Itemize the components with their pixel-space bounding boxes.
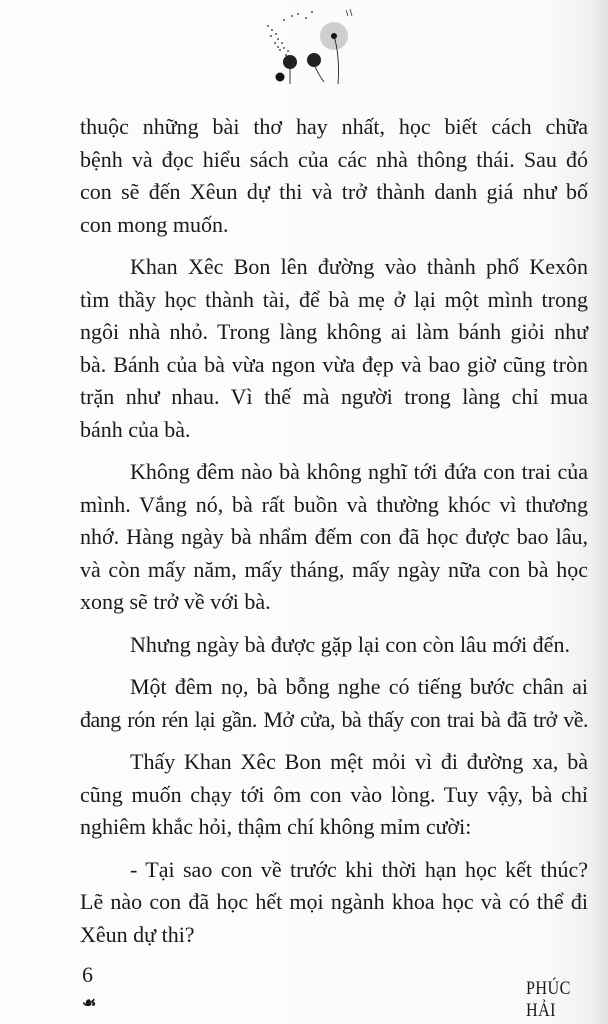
text-line: nhớ. Hàng ngày bà nhẩm đếm con đã học được bao lâu, bbox=[80, 524, 588, 549]
text-line: đang rón rén lại gần. Mở cửa, bà thấy con trai bà đã trở về. bbox=[80, 706, 588, 732]
text-line: xong sẽ trở về với bà. bbox=[80, 589, 271, 614]
paragraph bbox=[80, 854, 588, 952]
text-line: ngôi nhà nhỏ. Trong làng không ai làm bánh giỏi như bbox=[80, 319, 588, 344]
paragraph bbox=[80, 671, 588, 736]
text-line: - Tại sao con về trước khi thời hạn học kết thúc? bbox=[130, 856, 588, 882]
text-line: Thấy Khan Xêc Bon mệt mỏi vì đi đường xa, bà bbox=[130, 749, 588, 774]
text-line: trặn như nhau. Vì thế mà người trong làng chỉ mua bbox=[80, 384, 588, 409]
text-line: Lẽ nào con đã học hết mọi ngành khoa học và có thể đi bbox=[80, 889, 588, 914]
text-line: tìm thầy học thành tài, để bà mẹ ở lại một mình trong bbox=[80, 286, 588, 312]
text-line: bệnh và đọc hiểu sách của các nhà thông thái. Sau đó bbox=[80, 146, 588, 172]
text-line: Khan Xêc Bon lên đường vào thành phố Kexôn bbox=[130, 254, 588, 279]
paragraph bbox=[80, 456, 588, 619]
paragraph bbox=[80, 746, 588, 844]
text-line: thuộc những bài thơ hay nhất, học biết cách chữa bbox=[80, 114, 588, 139]
text-line: bà. Bánh của bà vừa ngon vừa đẹp và bao giờ cũng tròn bbox=[80, 351, 588, 377]
text-line: nghiêm khắc hỏi, thậm chí không mỉm cười: bbox=[80, 814, 472, 839]
text-line: mình. Vắng nó, bà rất buồn và thường khóc vì thương bbox=[80, 491, 588, 517]
paragraph bbox=[80, 251, 588, 446]
paragraph bbox=[80, 629, 588, 662]
flourish-ornament-icon: ☙ bbox=[82, 995, 97, 1012]
text-line: con sẽ đến Xêun dự thi và trở thành danh giá như bố bbox=[80, 179, 588, 204]
running-footer-author: PHÚC HẢI bbox=[526, 978, 571, 1021]
text-line: Nhưng ngày bà được gặp lại con còn lâu mới đến. bbox=[130, 631, 570, 657]
dandelion-illustration bbox=[262, 6, 372, 86]
page-number: 6 bbox=[82, 962, 93, 987]
text-line: Không đêm nào bà không nghĩ tới đứa con trai của bbox=[130, 459, 588, 484]
text-line: và còn mấy năm, mấy tháng, mấy ngày nữa con bà học bbox=[80, 556, 588, 582]
text-line: Xêun dự thi? bbox=[80, 921, 195, 947]
text-line: Một đêm nọ, bà bỗng nghe có tiếng bước chân ai bbox=[130, 674, 588, 699]
text-line: bánh của bà. bbox=[80, 416, 191, 442]
text-line: con mong muốn. bbox=[80, 211, 229, 237]
paragraph bbox=[80, 111, 588, 241]
body-text bbox=[80, 111, 588, 961]
text-line: cũng muốn chạy tới ôm con vào lòng. Tuy vậy, bà chỉ bbox=[80, 781, 588, 807]
